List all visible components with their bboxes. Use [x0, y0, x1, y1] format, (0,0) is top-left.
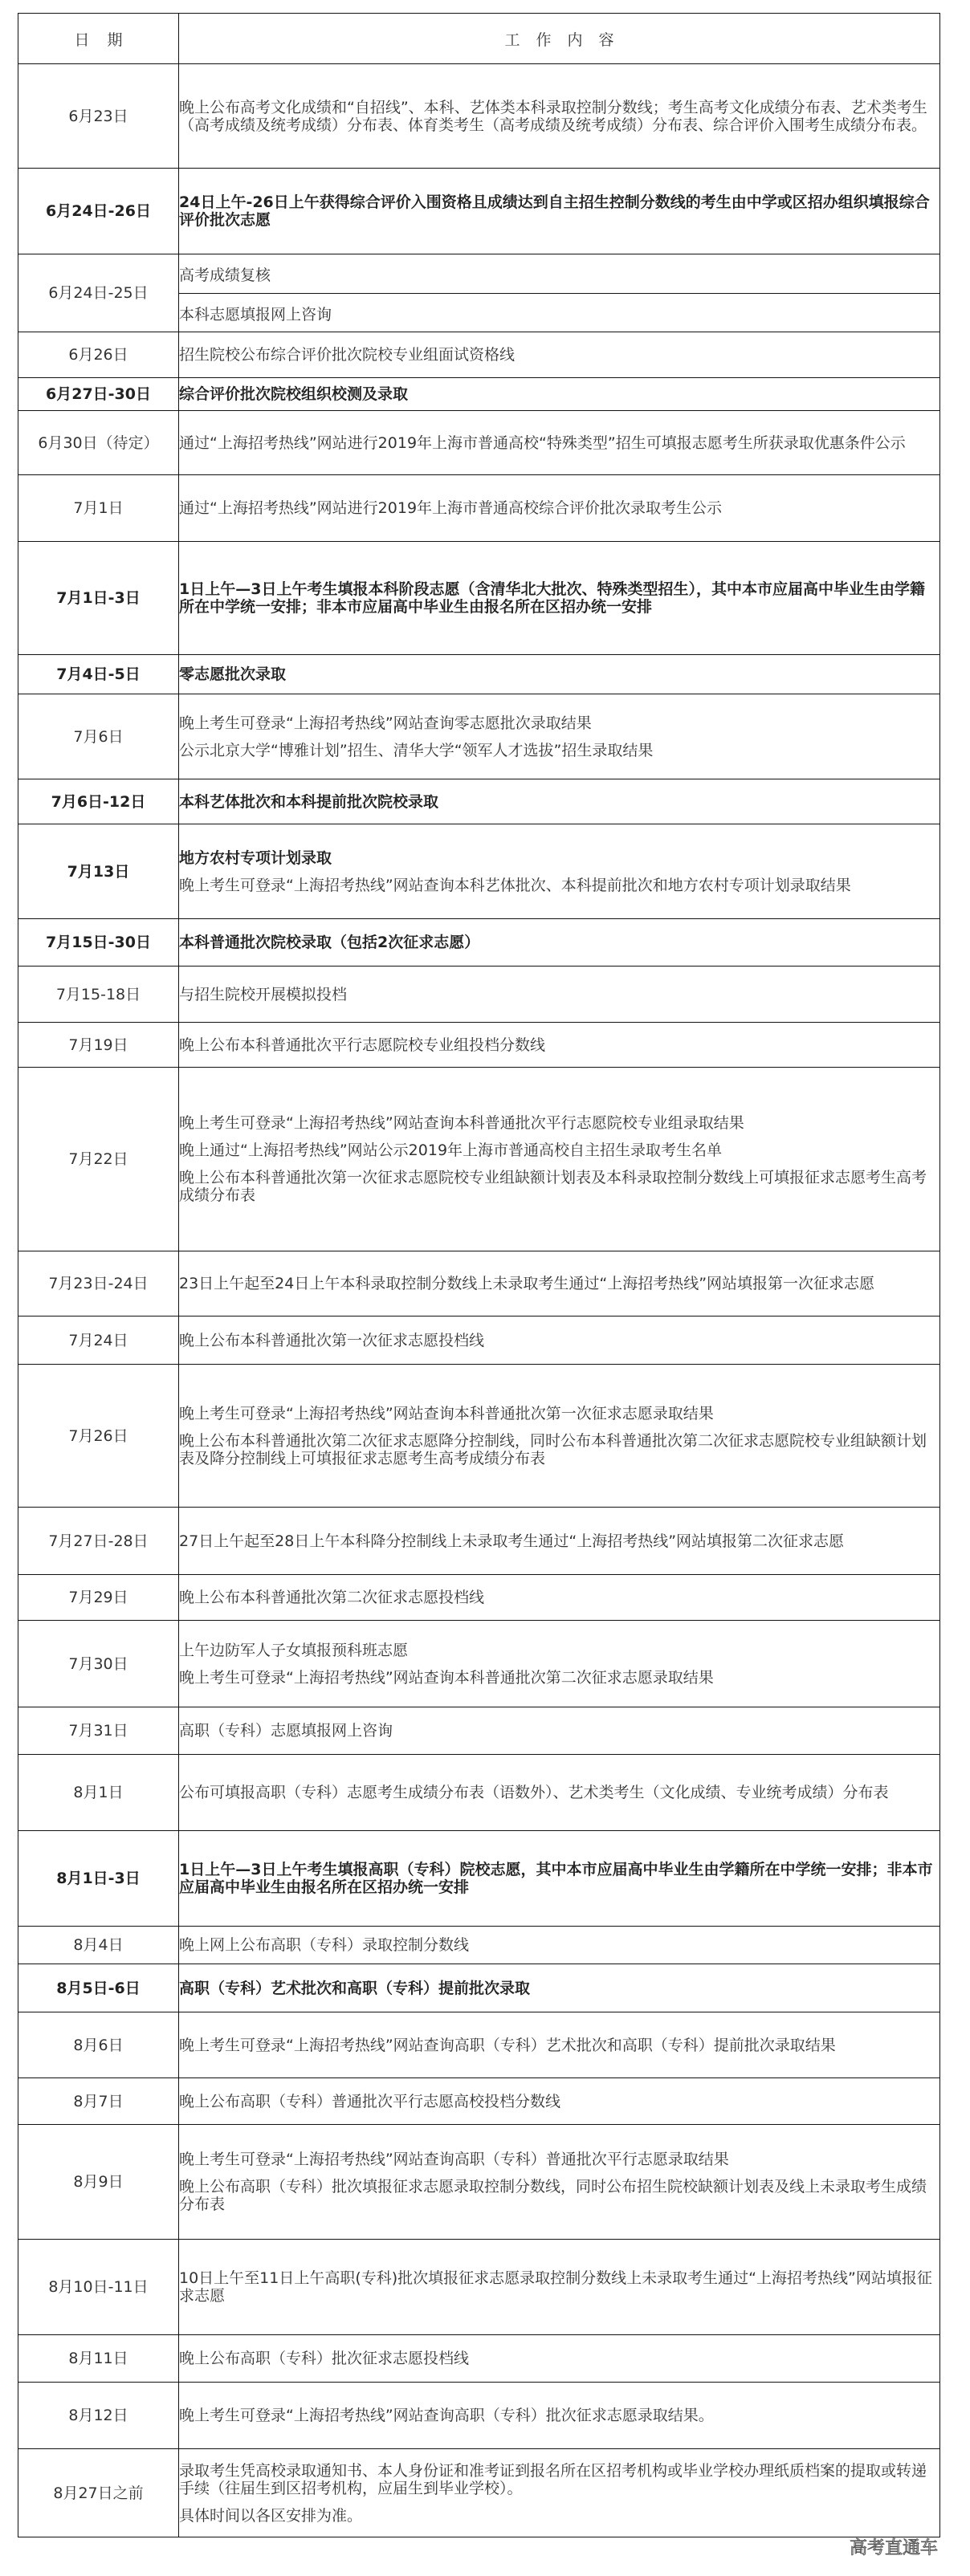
work-item: 晚上公布本科普通批次第一次征求志愿院校专业组缺额计划表及本科录取控制分数线上可填报征求志愿考生高考成绩分布表: [179, 1169, 927, 1204]
work-item: 通过“上海招考热线”网站进行2019年上海市普通高校“特殊类型”招生可填报志愿考生所获录取优惠条件公示: [179, 433, 906, 452]
table-row: [18, 1707, 940, 1755]
work-item: 晚上考生可登录“上海招考热线”网站查询本科艺体批次、本科提前批次和地方农村专项计划录取结果: [179, 876, 851, 894]
work-item: 与招生院校开展模拟投档: [179, 985, 348, 1003]
work-item: 晚上考生可登录“上海招考热线”网站查询本科普通批次第一次征求志愿录取结果: [179, 1404, 714, 1422]
table-row: [18, 475, 940, 542]
date-cell: 7月6日-12日: [18, 779, 179, 824]
work-content-cell: [179, 779, 940, 824]
date-cell: 8月6日: [18, 2012, 179, 2078]
header-work-content: 工作内容: [179, 14, 940, 64]
date-cell: 7月19日: [18, 1023, 179, 1068]
work-item: 晚上公布高职（专科）批次填报征求志愿录取控制分数线，同时公布招生院校缺额计划表及线上未录取考生成绩分布表: [179, 2178, 927, 2213]
work-item: 公示北京大学“博雅计划”招生、清华大学“领军人才选拔”招生录取结果: [179, 741, 654, 759]
table-row: [18, 1365, 940, 1508]
table-row: [18, 254, 940, 294]
work-item: 本科志愿填报网上咨询: [179, 305, 332, 324]
work-item: 地方农村专项计划录取: [179, 848, 332, 867]
table-row: [18, 1316, 940, 1365]
work-content-cell: [179, 1575, 940, 1621]
work-content-cell: [179, 2012, 940, 2078]
work-item: 具体时间以各区安排为准。: [179, 2506, 363, 2525]
work-item: 本科艺体批次和本科提前批次院校录取: [179, 792, 439, 811]
work-content-cell: [179, 694, 940, 779]
work-item: 晚上通过“上海招考热线”网站公示2019年上海市普通高校自主招生录取考生名单: [179, 1141, 723, 1159]
work-item: 上午边防军人子女填报预科班志愿: [179, 1641, 409, 1659]
date-cell: 6月30日（待定）: [18, 411, 179, 475]
date-cell: 8月27日之前: [18, 2449, 179, 2537]
date-cell: 8月12日: [18, 2383, 179, 2449]
work-content-cell: [179, 1927, 940, 1964]
work-item: 晚上公布本科普通批次第二次征求志愿投档线: [179, 1589, 485, 1606]
table-row: [18, 2125, 940, 2240]
date-cell: 8月4日: [18, 1927, 179, 1964]
table-row: [18, 967, 940, 1023]
work-content-cell: [179, 1365, 940, 1508]
table-row: [18, 2449, 940, 2537]
work-item: 晚上公布本科普通批次平行志愿院校专业组投档分数线: [179, 1036, 546, 1054]
work-item: 1日上午—3日上午考生填报高职（专科）院校志愿，其中本市应届高中毕业生由学籍所在中学统一安排；非本市应届高中毕业生由报名所在区招办统一安排: [179, 1861, 933, 1896]
date-cell: 6月27日-30日: [18, 378, 179, 411]
work-content-cell: [179, 2383, 940, 2449]
work-item: 晚上公布高职（专科）普通批次平行志愿高校投档分数线: [179, 2092, 561, 2110]
work-item: 晚上考生可登录“上海招考热线”网站查询零志愿批次录取结果: [179, 714, 592, 732]
work-item: 通过“上海招考热线”网站进行2019年上海市普通高校综合评价批次录取考生公示: [179, 499, 723, 517]
work-content-cell: [179, 1707, 940, 1755]
table-row: [18, 1755, 940, 1831]
work-item: 晚上考生可登录“上海招考热线”网站查询高职（专科）批次征求志愿录取结果。: [179, 2407, 714, 2424]
header-date: 日期: [18, 14, 179, 64]
work-item: 高职（专科）艺术批次和高职（专科）提前批次录取: [179, 1979, 531, 1997]
work-item: 公布可填报高职（专科）志愿考生成绩分布表（语数外）、艺术类考生（文化成绩、专业统考成绩）分布表: [179, 1784, 889, 1801]
work-content-cell: [179, 1068, 940, 1251]
work-item: 23日上午起至24日上午本科录取控制分数线上未录取考生通过“上海招考热线”网站填报第一次征求志愿: [179, 1275, 875, 1292]
work-content-cell: [179, 1621, 940, 1707]
date-cell: 7月6日: [18, 694, 179, 779]
work-content-cell: [179, 1831, 940, 1927]
date-cell: 7月27日-28日: [18, 1508, 179, 1575]
work-content-cell: [179, 1023, 940, 1068]
work-content-cell: [179, 294, 940, 332]
work-item: 24日上午-26日上午获得综合评价入围资格且成绩达到自主招生控制分数线的考生由中学或区招办组织填报综合评价批次志愿: [179, 193, 930, 229]
table-row: [18, 1927, 940, 1964]
table-row: [18, 169, 940, 254]
work-item: 晚上公布本科普通批次第一次征求志愿投档线: [179, 1331, 485, 1349]
work-content-cell: [179, 64, 940, 169]
work-item: 高考成绩复核: [179, 267, 271, 284]
date-cell: 7月15日-30日: [18, 919, 179, 967]
date-cell: 8月1日-3日: [18, 1831, 179, 1927]
table-row: [18, 824, 940, 919]
work-item: 高职（专科）志愿填报网上咨询: [179, 1722, 393, 1740]
date-cell: 7月13日: [18, 824, 179, 919]
work-item: 晚上考生可登录“上海招考热线”网站查询本科普通批次平行志愿院校专业组录取结果: [179, 1114, 744, 1132]
work-item: 招生院校公布综合评价批次院校专业组面试资格线: [179, 346, 516, 364]
table-row: [18, 1023, 940, 1068]
table-row: [18, 2012, 940, 2078]
work-item: 晚上考生可登录“上海招考热线”网站查询本科普通批次第二次征求志愿录取结果: [179, 1668, 714, 1687]
date-cell: 8月5日-6日: [18, 1964, 179, 2012]
work-item: 综合评价批次院校组织校测及录取: [179, 385, 409, 403]
work-item: 1日上午—3日上午考生填报本科阶段志愿（含清华北大批次、特殊类型招生），其中本市应届高中毕业生由学籍所在中学统一安排；非本市应届高中毕业生由报名所在区招办统一安排: [179, 580, 925, 616]
work-content-cell: [179, 2335, 940, 2383]
date-cell: 6月26日: [18, 332, 179, 378]
work-content-cell: [179, 332, 940, 378]
work-item: 录取考生凭高校录取通知书、本人身份证和准考证到报名所在区招考机构或毕业学校办理纸质档案的提取或转递手续（往届生到区招考机构，应届生到毕业学校）。: [179, 2461, 927, 2497]
header-row: [18, 14, 940, 64]
schedule-sheet: [18, 13, 939, 2537]
work-content-cell: [179, 378, 940, 411]
work-content-cell: [179, 1508, 940, 1575]
table-row: [18, 1964, 940, 2012]
work-item: 晚上网上公布高职（专科）录取控制分数线: [179, 1936, 470, 1954]
work-content-cell: [179, 2449, 940, 2537]
date-cell: 7月24日: [18, 1316, 179, 1365]
table-row: [18, 1621, 940, 1707]
work-item: 零志愿批次录取: [179, 665, 287, 683]
work-content-cell: [179, 169, 940, 254]
admission-schedule-table: [18, 13, 940, 2537]
work-item: 晚上公布高考文化成绩和“自招线”、本科、艺体类本科录取控制分数线；考生高考文化成绩分布表、艺术类考生（高考成绩及统考成绩）分布表、体育类考生（高考成绩及统考成绩）分布表、综合评价入围考生成绩分布表。: [179, 98, 927, 134]
date-cell: 7月26日: [18, 1365, 179, 1508]
table-row: [18, 1831, 940, 1927]
table-row: [18, 332, 940, 378]
date-cell: 7月23日-24日: [18, 1251, 179, 1316]
work-item: 晚上公布本科普通批次第二次征求志愿降分控制线，同时公布本科普通批次第二次征求志愿院校专业组缺额计划表及降分控制线上可填报征求志愿考生高考成绩分布表: [179, 1431, 927, 1467]
table-row: [18, 2078, 940, 2125]
table-row: [18, 411, 940, 475]
table-row: [18, 694, 940, 779]
work-item: 本科普通批次院校录取（包括2次征求志愿）: [179, 934, 480, 951]
table-row: [18, 378, 940, 411]
work-content-cell: [179, 967, 940, 1023]
date-cell: 8月7日: [18, 2078, 179, 2125]
date-cell: 7月30日: [18, 1621, 179, 1707]
table-row: [18, 64, 940, 169]
schedule-body: [18, 64, 940, 2537]
work-content-cell: [179, 2125, 940, 2240]
work-content-cell: [179, 1316, 940, 1365]
work-content-cell: [179, 2078, 940, 2125]
table-row: [18, 2383, 940, 2449]
work-content-cell: [179, 1964, 940, 2012]
work-content-cell: [179, 919, 940, 967]
work-content-cell: [179, 411, 940, 475]
table-row: [18, 1575, 940, 1621]
work-content-cell: [179, 1755, 940, 1831]
table-row: [18, 1251, 940, 1316]
table-row: [18, 779, 940, 824]
date-cell: 6月23日: [18, 64, 179, 169]
work-content-cell: [179, 655, 940, 694]
table-row: [18, 1508, 940, 1575]
work-content-cell: [179, 542, 940, 655]
date-cell: 7月22日: [18, 1068, 179, 1251]
watermark: 高考直通车: [850, 2538, 939, 2558]
work-item: 晚上考生可登录“上海招考热线”网站查询高职（专科）普通批次平行志愿录取结果: [179, 2151, 729, 2168]
date-cell: 7月31日: [18, 1707, 179, 1755]
work-item: 晚上公布高职（专科）批次征求志愿投档线: [179, 2350, 470, 2367]
date-cell: 8月9日: [18, 2125, 179, 2240]
work-item: 10日上午至11日上午高职(专科)批次填报征求志愿录取控制分数线上未录取考生通过“上海招考热线”网站填报征求志愿: [179, 2269, 932, 2305]
work-item: 晚上考生可登录“上海招考热线”网站查询高职（专科）艺术批次和高职（专科）提前批次录取结果: [179, 2036, 836, 2054]
table-row: [18, 2335, 940, 2383]
table-row: [18, 655, 940, 694]
work-content-cell: [179, 824, 940, 919]
date-cell: 7月15-18日: [18, 967, 179, 1023]
work-content-cell: [179, 475, 940, 542]
date-cell: 7月29日: [18, 1575, 179, 1621]
date-cell: 6月24日-25日: [18, 254, 179, 332]
work-content-cell: [179, 254, 940, 294]
date-cell: 7月1日: [18, 475, 179, 542]
date-cell: 8月1日: [18, 1755, 179, 1831]
table-row: [18, 1068, 940, 1251]
work-content-cell: [179, 2240, 940, 2335]
date-cell: 6月24日-26日: [18, 169, 179, 254]
work-content-cell: [179, 1251, 940, 1316]
table-row: [18, 542, 940, 655]
date-cell: 7月1日-3日: [18, 542, 179, 655]
date-cell: 8月11日: [18, 2335, 179, 2383]
date-cell: 8月10日-11日: [18, 2240, 179, 2335]
work-item: 27日上午起至28日上午本科降分控制线上未录取考生通过“上海招考热线”网站填报第二次征求志愿: [179, 1532, 845, 1550]
table-row: [18, 2240, 940, 2335]
table-row: [18, 919, 940, 967]
date-cell: 7月4日-5日: [18, 655, 179, 694]
